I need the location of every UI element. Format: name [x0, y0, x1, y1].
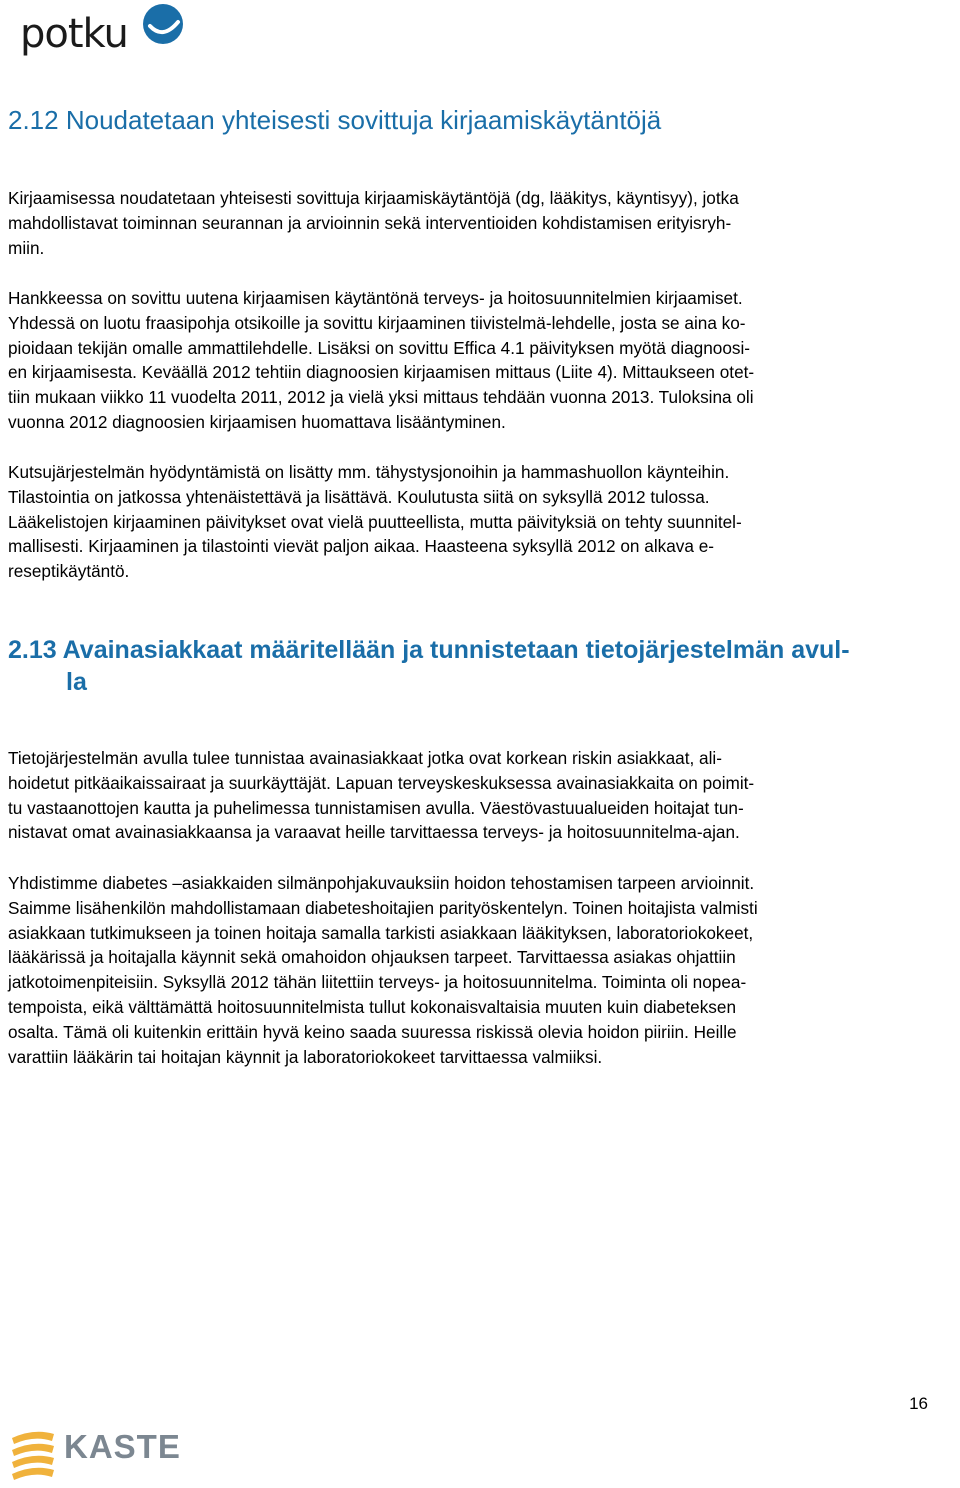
kaste-logo-text: KASTE — [64, 1428, 181, 1465]
potku-logo-text: potku — [20, 11, 128, 57]
kaste-logo-mark — [12, 1432, 54, 1480]
paragraph: Hankkeessa on sovittu uutena kirjaamisen käytäntönä terveys- ja hoitosuunnitelmien kirjaamiset. Yhdessä on luotu fraasipohja otsikoille ja sovittu kirjaaminen tiivistelmä-lehdelle, josta se aina ko- pioidaan tekijän omalle ammattilehdelle. Lisäksi on sovittu Effica 4.1 päivityksen myötä diagnoosi- en kirjaamisesta. Keväällä 2012 tehtiin diagnoosien kirjaamisen mittaus (Liite 4). Mittaukseen otet- tiin mukaan viikko 11 vuodelta 2011, 2012 ja vielä yksi mittaus tehdään vuonna 2013. Tuloksina oli vuonna 2012 diagnoosien kirjaamisen huomattava lisääntyminen. — [8, 288, 755, 432]
paragraph: Tietojärjestelmän avulla tulee tunnistaa avainasiakkaat jotka ovat korkean riskin asiakkaat, ali- hoidetut pitkäaikaissairaat ja suurkäyttäjät. Lapuan terveyskeskuksessa avainasiakkaita on poimit- tu vastaanottojen kautta ja puhelimessa tunnistamisen avulla. Väestövastuualueiden hoitajat tun- nistavat omat avainasiakkaansa ja varaavat heille tarvittaessa terveys- ja hoitosuunnitelma-ajan. — [8, 748, 755, 843]
potku-logo — [20, 2, 190, 64]
page-number: 16 — [909, 1394, 928, 1413]
section-heading-2-13: 2.13 Avainasiakkaat määritellään ja tunnistetaan tietojärjestelmän avul- la — [8, 636, 850, 696]
paragraph: Kutsujärjestelmän hyödyntämistä on lisätty mm. tähystysjonoihin ja hammashuollon käynteihin. Tilastointia on jatkossa yhtenäistettävä ja lisättävä. Koulutusta siitä on syksyllä 2012 tulossa. Lääkelistojen kirjaaminen päivitykset ovat vielä puutteellista, mutta päivityksiä on tehty suunnitel- mallisesti. Kirjaaminen ja tilastointi vievät paljon aikaa. Haasteena syksyllä 2012 on alkava e- reseptikäytäntö. — [8, 462, 742, 582]
paragraph: Yhdistimme diabetes –asiakkaiden silmänpohjakuvauksiin hoidon tehostamisen tarpeen arvioinnit. Saimme lisähenkilön mahdollistamaan diabeteshoitajien parityöskentelyn. Toinen hoitajista valmisti asiakkaan tutkimukseen ja toinen hoitaja samalla tarkisti asiakkaan lääkityksen, laboratoriokokeet, lääkärissä ja hoitajalla käynnit sekä omahoidon ohjauksen tarpeet. Tarvittaessa asiakas ohjattiin jatkotoimenpiteisiin. Syksyllä 2012 tähän liitettiin terveys- ja hoitosuunnitelma. Toiminta oli nopea- tempoista, eikä välttämättä hoitosuunnitelmista tullut kokonaisvaltaisia muuten kuin diabeteksen osalta. Tämä oli kuitenkin erittäin hyvä keino saada suuressa riskissä olevia hoidon piiriin. Heille varattiin lääkärin tai hoitajan käynnit ja laboratoriokokeet tarvittaessa valmiiksi. — [8, 873, 758, 1067]
paragraph: Kirjaamisessa noudatetaan yhteisesti sovittuja kirjaamiskäytäntöjä (dg, lääkitys, käyntisyy), jotka mahdollistavat toiminnan seurannan ja arvioinnin sekä interventioiden kohdistamisen erityisryh- miin. — [8, 188, 739, 258]
section-heading-2-12: 2.12 Noudatetaan yhteisesti sovittuja kirjaamiskäytäntöjä — [8, 105, 662, 135]
kaste-logo — [8, 1414, 218, 1484]
